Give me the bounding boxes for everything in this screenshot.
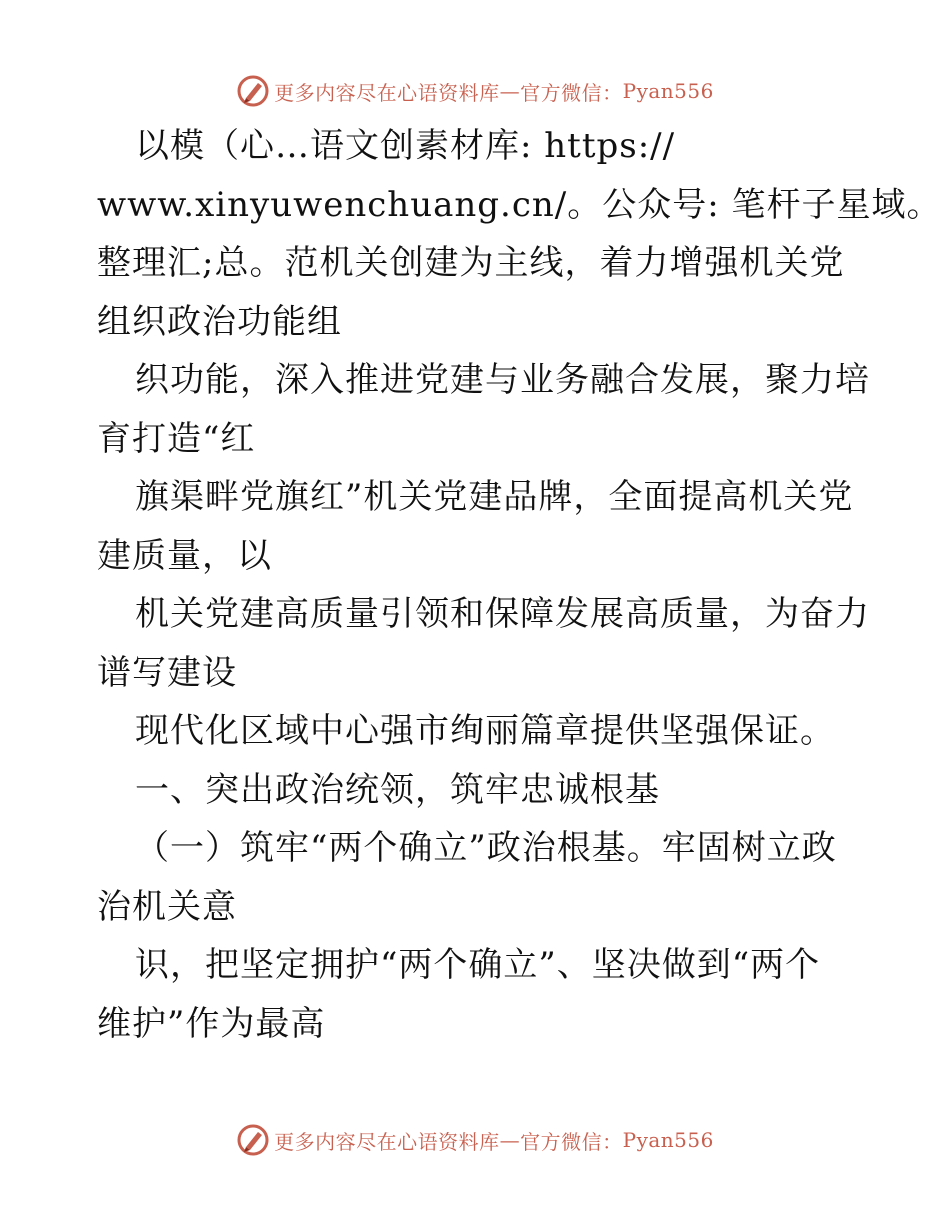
body-line: 建质量，以	[97, 535, 272, 576]
body-line: 机关党建高质量引领和保障发展高质量，为奋力	[135, 594, 870, 634]
banner-contact-id: Pyan556	[622, 79, 714, 103]
banner-dash: —	[499, 1128, 521, 1152]
header-banner	[0, 71, 950, 111]
banner-slogan: 更多内容尽在心语资料库	[274, 80, 500, 105]
body-line: 育打造“红	[97, 418, 256, 459]
body-line: 识，把坚定拥护“两个确立”、坚决做到“两个	[135, 945, 821, 985]
body-line: 维护”作为最高	[97, 1003, 326, 1044]
body-line: 治机关意	[97, 886, 237, 927]
document-body	[97, 117, 942, 1053]
footer-banner	[0, 1120, 950, 1160]
body-line: 旗渠畔党旗红”机关党建品牌，全面提高机关党	[135, 477, 854, 517]
body-line: 谱写建设	[97, 652, 237, 693]
section-heading: 一、突出政治统领，筑牢忠诚根基	[135, 769, 660, 810]
body-line: 以模（心…语文创素材库: https://	[135, 126, 676, 166]
body-line: 整理汇;总。范机关创建为主线，着力增强机关党	[97, 243, 845, 283]
banner-contact-label: 官方微信：	[520, 1129, 623, 1154]
banner-dash: —	[499, 79, 521, 103]
body-line: 织功能，深入推进党建与业务融合发展，聚力培	[135, 360, 870, 400]
pen-logo-icon	[236, 1123, 270, 1157]
banner-contact-id: Pyan556	[622, 1128, 714, 1152]
body-line: 组织政治功能组	[97, 301, 342, 342]
banner-slogan: 更多内容尽在心语资料库	[274, 1129, 500, 1154]
body-line: （一）筑牢“两个确立”政治根基。牢固树立政	[135, 828, 837, 868]
pen-logo-icon	[236, 74, 270, 108]
body-line: www.xinyuwenchuang.cn/。公众号: 笔杆子星域。	[97, 184, 942, 225]
body-line: 现代化区域中心强市绚丽篇章提供坚强保证。	[135, 711, 835, 751]
banner-contact-label: 官方微信：	[520, 80, 623, 105]
